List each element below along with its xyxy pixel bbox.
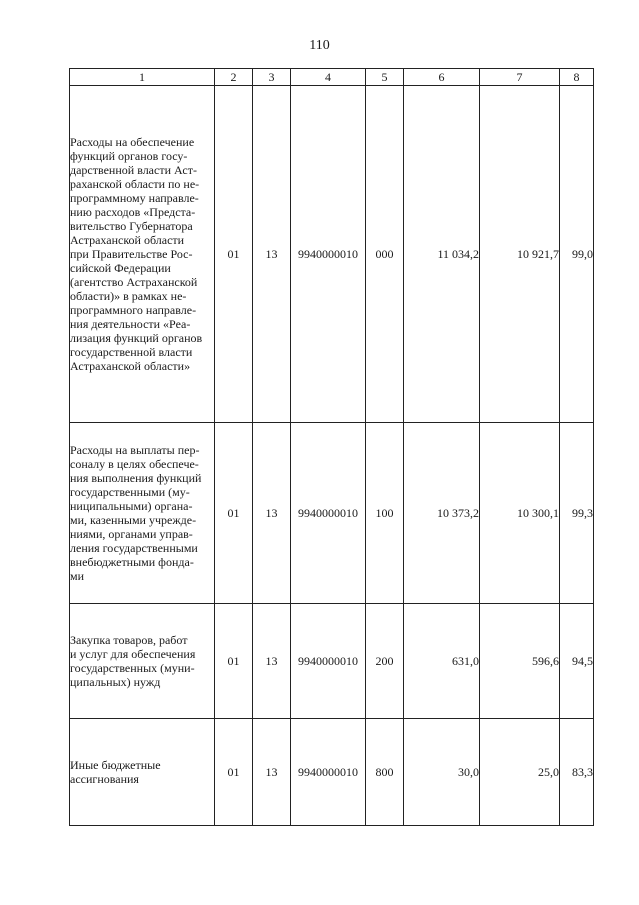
row-section: 01 <box>215 423 253 604</box>
row-target-article: 9940000010 <box>291 423 366 604</box>
row-subsection: 13 <box>253 604 291 719</box>
row-percent: 94,5 <box>560 604 594 719</box>
table-row <box>70 423 594 604</box>
row-actual: 10 300,1 <box>480 423 560 604</box>
header-cell: 6 <box>404 69 480 86</box>
row-expense-type: 100 <box>366 423 404 604</box>
row-description: Закупка товаров, работ и услуг для обеспечения государственных (муни- ципальных) нужд <box>70 604 215 719</box>
row-expense-type: 000 <box>366 86 404 423</box>
row-actual: 10 921,7 <box>480 86 560 423</box>
page-number: 110 <box>309 38 330 53</box>
row-description: Расходы на выплаты пер- соналу в целях обеспече- ния выполнения функций государственными (му- ниципальными) органа- ми, казенными учрежде- ниями, органами управ- ления государственными внебюджетными фонда- ми <box>70 423 215 604</box>
header-cell: 2 <box>215 69 253 86</box>
header-cell: 4 <box>291 69 366 86</box>
row-expense-type: 800 <box>366 719 404 826</box>
row-plan: 10 373,2 <box>404 423 480 604</box>
row-section: 01 <box>215 719 253 826</box>
row-plan: 11 034,2 <box>404 86 480 423</box>
header-cell: 5 <box>366 69 404 86</box>
row-description: Расходы на обеспечение функций органов госу- дарственной власти Аст- раханской области по не- программному направле- нию расходов «Предста- вительство Губернатора Астраханской области при Правительстве Рос- сийской Федерации (агентство Астраханской области)» в рамках не- программного направле- ния деятельности «Реа- лизация функций органов государственной власти Астраханской области» <box>70 86 215 423</box>
row-subsection: 13 <box>253 423 291 604</box>
row-percent: 83,3 <box>560 719 594 826</box>
header-cell: 3 <box>253 69 291 86</box>
table-header-row <box>70 69 594 86</box>
table-row <box>70 719 594 826</box>
table-row <box>70 86 594 423</box>
row-target-article: 9940000010 <box>291 604 366 719</box>
row-subsection: 13 <box>253 719 291 826</box>
table-row <box>70 604 594 719</box>
row-section: 01 <box>215 86 253 423</box>
header-cell: 1 <box>70 69 215 86</box>
budget-table <box>69 68 594 826</box>
row-actual: 596,6 <box>480 604 560 719</box>
row-actual: 25,0 <box>480 719 560 826</box>
row-subsection: 13 <box>253 86 291 423</box>
header-cell: 7 <box>480 69 560 86</box>
row-plan: 631,0 <box>404 604 480 719</box>
row-percent: 99,0 <box>560 86 594 423</box>
row-expense-type: 200 <box>366 604 404 719</box>
row-target-article: 9940000010 <box>291 719 366 826</box>
row-percent: 99,3 <box>560 423 594 604</box>
row-description: Иные бюджетные ассигнования <box>70 719 215 826</box>
row-section: 01 <box>215 604 253 719</box>
row-target-article: 9940000010 <box>291 86 366 423</box>
row-plan: 30,0 <box>404 719 480 826</box>
header-cell: 8 <box>560 69 594 86</box>
